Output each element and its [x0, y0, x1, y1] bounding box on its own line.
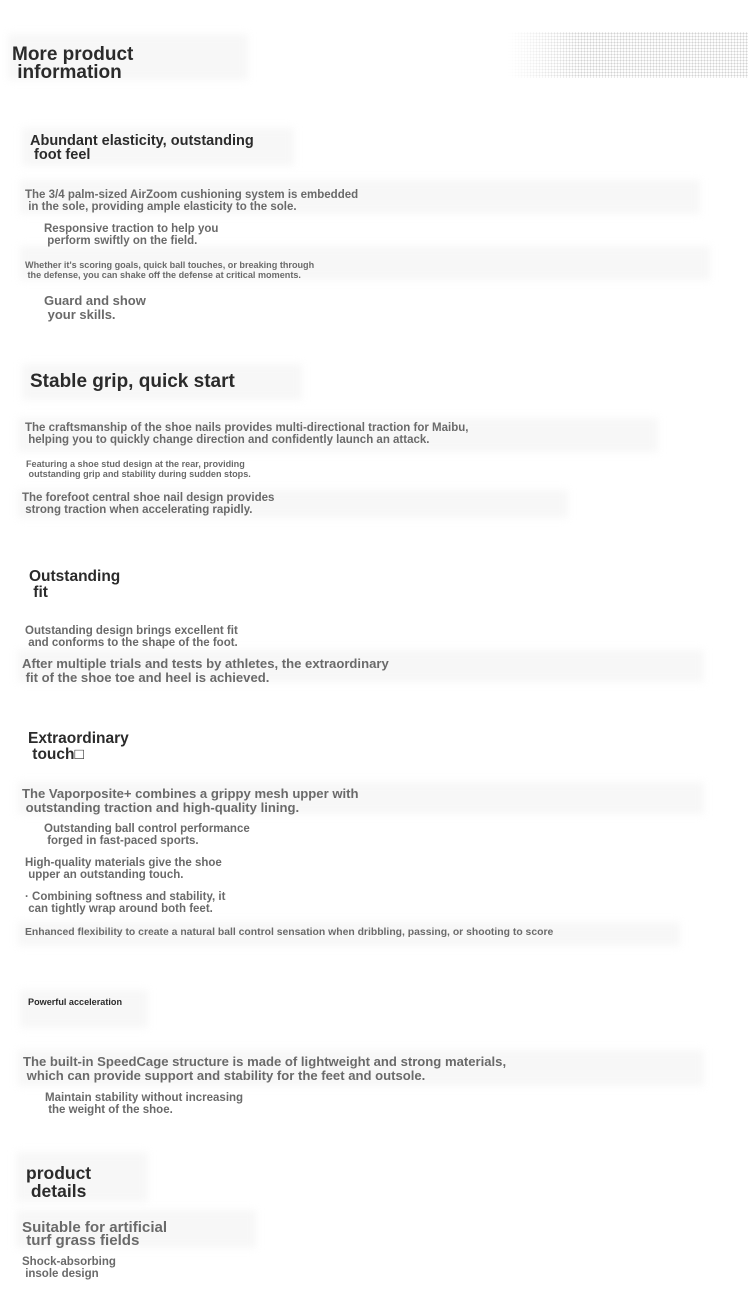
section-paragraph: Shock-absorbing insole design [22, 1256, 116, 1280]
section-paragraph: Guard and show your skills. [44, 293, 146, 322]
background-halo [20, 990, 148, 1028]
section-paragraph: Suitable for artificial turf grass fields [22, 1219, 168, 1249]
section-paragraph: The built-in SpeedCage structure is made of lightweight and strong materials, which can provide support and stability for the feet and outsole. [23, 1054, 507, 1083]
section-paragraph: The Vaporposite+ combines a grippy mesh upper with outstanding traction and high-quality lining. [22, 786, 359, 815]
page-title: More product information [12, 44, 134, 83]
section-paragraph: Whether it's scoring goals, quick ball touches, or breaking through the defense, you can shake off the defense at critical moments. [25, 260, 315, 280]
section-heading-touch: Extraordinary touch□ [28, 730, 129, 763]
section-paragraph: Enhanced flexibility to create a natural ball control sensation when dribbling, passing, or shooting to score [25, 927, 554, 938]
section-heading-acceleration: Powerful acceleration [28, 997, 123, 1007]
section-heading-fit: Outstanding fit [29, 568, 121, 601]
section-heading-elasticity: Abundant elasticity, outstanding foot feel [30, 133, 254, 163]
section-paragraph: · Combining softness and stability, it can tightly wrap around both feet. [25, 891, 226, 915]
section-heading-details: product details [26, 1163, 92, 1201]
section-paragraph: High-quality materials give the shoe upper an outstanding touch. [25, 857, 222, 881]
section-paragraph: Outstanding design brings excellent fit and conforms to the shape of the foot. [25, 625, 238, 649]
section-paragraph: Responsive traction to help you perform swiftly on the field. [44, 223, 219, 247]
section-paragraph: Outstanding ball control performance forged in fast-paced sports. [44, 823, 250, 847]
section-paragraph: The forefoot central shoe nail design provides strong traction when accelerating rapidly. [22, 492, 275, 516]
section-heading-grip: Stable grip, quick start [30, 371, 235, 392]
dot-pattern-decoration [508, 32, 748, 78]
section-paragraph: The 3/4 palm-sized AirZoom cushioning system is embedded in the sole, providing ample elasticity to the sole. [25, 189, 359, 213]
section-paragraph: The craftsmanship of the shoe nails provides multi-directional traction for Maibu, helping you to quickly change direction and confidently launch an attack. [25, 422, 469, 446]
section-paragraph: Featuring a shoe stud design at the rear, providing outstanding grip and stability during sudden stops. [26, 459, 251, 479]
section-paragraph: After multiple trials and tests by athletes, the extraordinary fit of the shoe toe and heel is achieved. [22, 656, 389, 685]
section-paragraph: Maintain stability without increasing the weight of the shoe. [45, 1092, 244, 1116]
